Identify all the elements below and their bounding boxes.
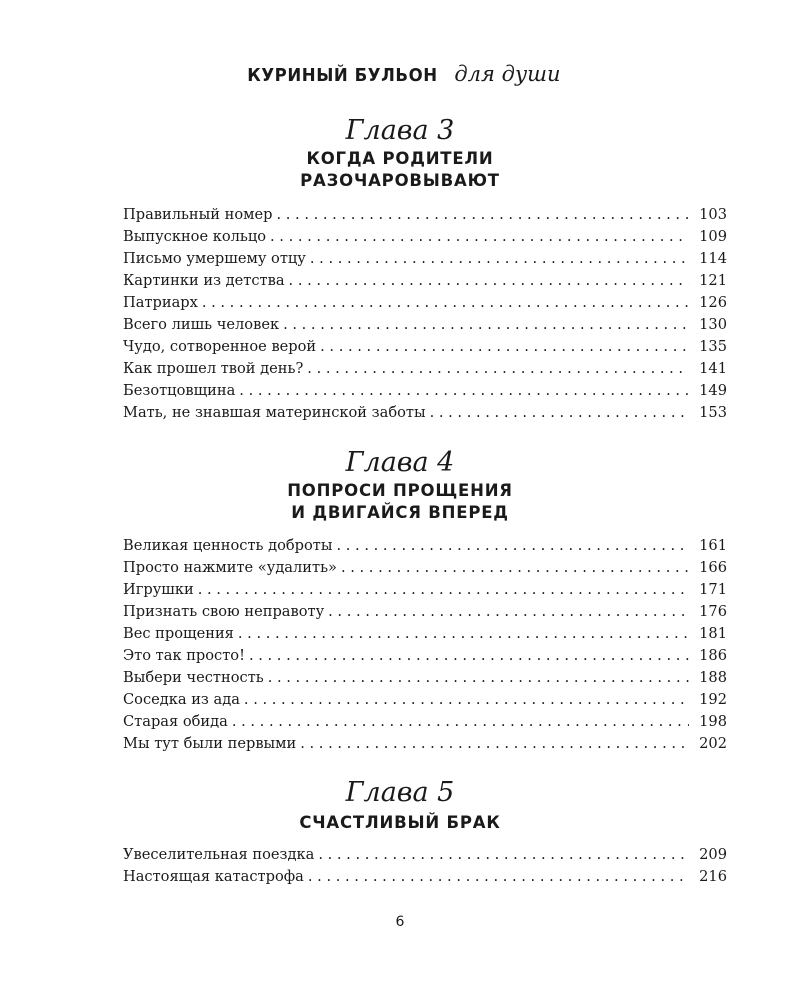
dot-leader: [328, 601, 689, 623]
toc-entry-page: 171: [699, 581, 727, 598]
toc-entry-page: 153: [699, 404, 727, 421]
toc-entry[interactable]: [123, 292, 727, 314]
toc-entry-page: 198: [699, 713, 727, 730]
toc-entry-title: Письмо умершему отцу: [123, 250, 306, 267]
toc-entry-page: 121: [699, 272, 727, 289]
dot-leader: [198, 579, 689, 601]
chapter-title-line: КОГДА РОДИТЕЛИ: [306, 149, 494, 168]
toc-entry-title: Патриарх: [123, 294, 198, 311]
toc-entry[interactable]: [123, 380, 727, 402]
toc-list-chapter-3: [123, 204, 727, 424]
chapter-title: [0, 148, 800, 192]
toc-entry[interactable]: [123, 270, 727, 292]
dot-leader: [244, 689, 689, 711]
toc-entry-page: 181: [699, 625, 727, 642]
toc-entry-page: 161: [699, 537, 727, 554]
chapter-label: Глава 4: [345, 447, 455, 478]
toc-entry-title: Увеселительная поездка: [123, 846, 315, 863]
toc-entry-title: Признать свою неправоту: [123, 603, 325, 620]
toc-entry[interactable]: [123, 601, 727, 623]
dot-leader: [289, 270, 689, 292]
toc-entry-page: 130: [699, 316, 727, 333]
toc-entry-page: 109: [699, 228, 727, 245]
toc-entry[interactable]: [123, 402, 727, 424]
dot-leader: [318, 844, 689, 866]
toc-entry[interactable]: [123, 733, 727, 755]
toc-entry-page: 135: [699, 338, 727, 355]
toc-list-chapter-4: [123, 535, 727, 755]
toc-entry-title: Это так просто!: [123, 647, 245, 664]
page-number: 6: [395, 914, 405, 930]
toc-entry-title: Выпускное кольцо: [123, 228, 267, 245]
toc-entry[interactable]: [123, 667, 727, 689]
dot-leader: [276, 204, 689, 226]
chapter-title-line: И ДВИГАЙСЯ ВПЕРЕД: [291, 503, 509, 522]
toc-entry[interactable]: [123, 226, 727, 248]
toc-entry[interactable]: [123, 579, 727, 601]
toc-entry[interactable]: [123, 866, 727, 888]
toc-entry-title: Настоящая катастрофа: [123, 868, 304, 885]
toc-entry-title: Безотцовщина: [123, 382, 236, 399]
toc-entry-title: Как прошел твой день?: [123, 360, 304, 377]
dot-leader: [268, 667, 689, 689]
toc-entry-title: Мать, не знавшая материнской заботы: [123, 404, 426, 421]
chapter-title: [0, 812, 800, 834]
dot-leader: [283, 314, 689, 336]
chapter-heading-4: [0, 446, 800, 524]
dot-leader: [308, 866, 689, 888]
toc-entry[interactable]: [123, 204, 727, 226]
toc-entry-title: Чудо, сотворенное верой: [123, 338, 317, 355]
running-head: [0, 62, 800, 86]
toc-entry-page: 202: [699, 735, 727, 752]
dot-leader: [310, 248, 689, 270]
running-head-script: для души: [454, 62, 561, 86]
toc-entry-page: 166: [699, 559, 727, 576]
toc-entry-page: 216: [699, 868, 727, 885]
toc-entry-page: 192: [699, 691, 727, 708]
running-head-title: КУРИНЫЙ БУЛЬОН: [247, 65, 439, 86]
dot-leader: [239, 380, 689, 402]
toc-entry-title: Выбери честность: [123, 669, 264, 686]
toc-entry-title: Соседка из ада: [123, 691, 240, 708]
toc-entry-title: Старая обида: [123, 713, 228, 730]
toc-entry-title: Просто нажмите «удалить»: [123, 559, 337, 576]
toc-entry-page: 126: [699, 294, 727, 311]
dot-leader: [307, 358, 689, 380]
toc-entry[interactable]: [123, 689, 727, 711]
toc-entry-title: Мы тут были первыми: [123, 735, 297, 752]
toc-entry[interactable]: [123, 336, 727, 358]
chapter-label: Глава 5: [345, 777, 455, 808]
toc-entry-page: 209: [699, 846, 727, 863]
dot-leader: [270, 226, 689, 248]
toc-entry-title: Игрушки: [123, 581, 194, 598]
dot-leader: [320, 336, 689, 358]
chapter-heading-5: [0, 776, 800, 834]
dot-leader: [300, 733, 689, 755]
toc-entry-page: 141: [699, 360, 727, 377]
chapter-title-line: РАЗОЧАРОВЫВАЮТ: [300, 171, 500, 190]
toc-entry-title: Великая ценность доброты: [123, 537, 333, 554]
chapter-title-line: ПОПРОСИ ПРОЩЕНИЯ: [287, 481, 513, 500]
chapter-heading-3: [0, 114, 800, 192]
toc-entry-page: 176: [699, 603, 727, 620]
chapter-title: [0, 480, 800, 524]
dot-leader: [430, 402, 689, 424]
toc-entry[interactable]: [123, 535, 727, 557]
dot-leader: [202, 292, 689, 314]
toc-entry-title: Картинки из детства: [123, 272, 285, 289]
toc-list-chapter-5: [123, 844, 727, 888]
toc-entry[interactable]: [123, 844, 727, 866]
chapter-title-line: СЧАСТЛИВЫЙ БРАК: [299, 813, 501, 832]
toc-entry-page: 114: [699, 250, 727, 267]
toc-entry[interactable]: [123, 557, 727, 579]
toc-entry[interactable]: [123, 645, 727, 667]
dot-leader: [232, 711, 689, 733]
toc-entry-title: Правильный номер: [123, 206, 273, 223]
dot-leader: [249, 645, 689, 667]
chapter-label: Глава 3: [345, 115, 455, 146]
dot-leader: [341, 557, 689, 579]
toc-entry-page: 149: [699, 382, 727, 399]
toc-entry-title: Вес прощения: [123, 625, 234, 642]
toc-entry-title: Всего лишь человек: [123, 316, 280, 333]
toc-entry-page: 103: [699, 206, 727, 223]
toc-entry[interactable]: [123, 248, 727, 270]
toc-entry[interactable]: [123, 711, 727, 733]
dot-leader: [238, 623, 689, 645]
toc-entry[interactable]: [123, 314, 727, 336]
toc-entry-page: 188: [699, 669, 727, 686]
toc-entry[interactable]: [123, 358, 727, 380]
dot-leader: [337, 535, 690, 557]
toc-entry-page: 186: [699, 647, 727, 664]
toc-entry[interactable]: [123, 623, 727, 645]
